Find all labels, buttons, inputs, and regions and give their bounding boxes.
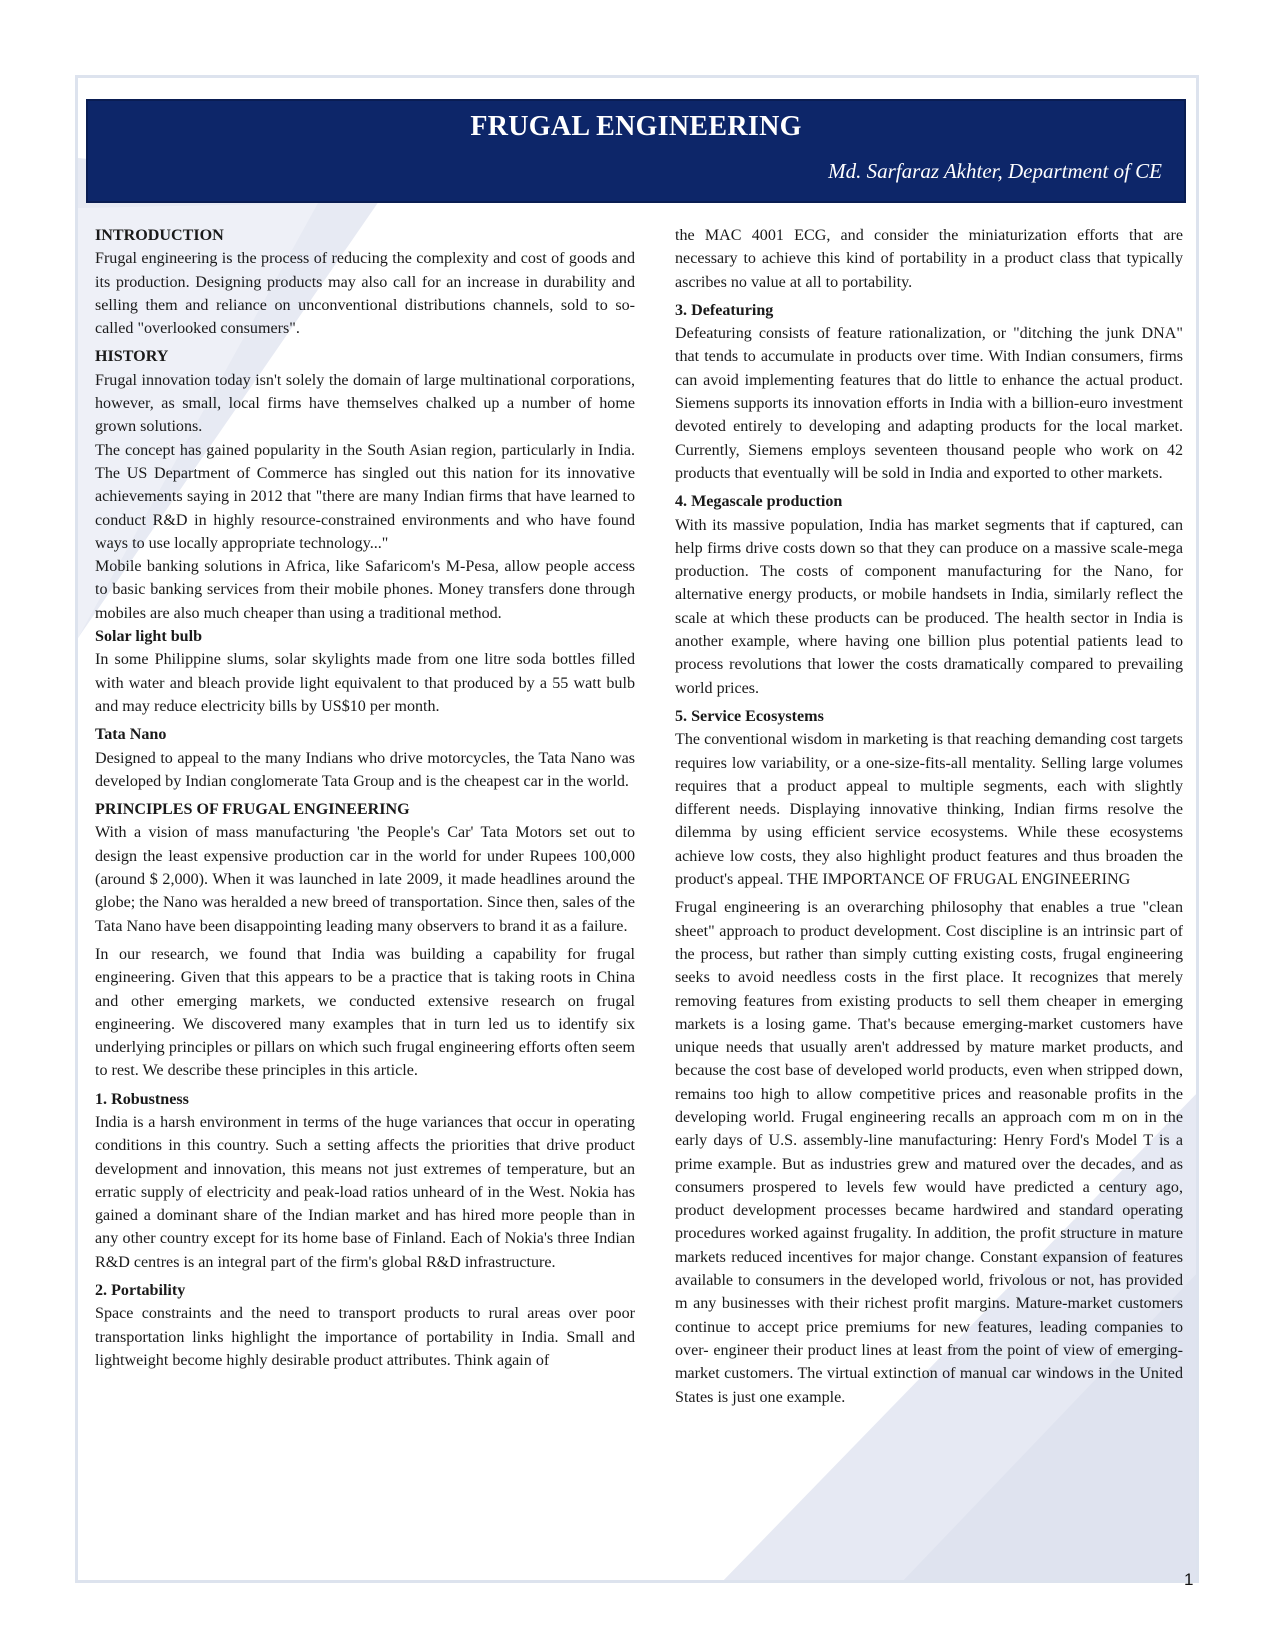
principles-paragraph-2: In our research, we found that India was building a capability for frugal engineering. Given that this appears to be a practice that is taking roots in China and other emerging markets, we conducted extensive research on frugal engineering. We discovered many examples that in turn led us to identify six underlying principles or pillars on which such frugal engineering efforts often seem to rest. We describe these principles in this article.	[95, 945, 635, 1080]
importance-paragraph: Frugal engineering is an overarching philosophy that enables a true "clean sheet" approach to product development. Cost discipline is an intrinsic part of the process, but rather than simply cutting existing costs, frugal engineering seeks to avoid needless costs in the first place. It recognizes that merely removing features from existing products to sell them cheaper in emerging markets is a losing game. That's because emerging-market customers have unique needs that usually aren't addressed by mature market products, and because the cost base of developed world products, even when stripped down, remains too high to allow competitive prices and reasonable profits in the developing world. Frugal engineering recalls an approach com m on in the early days of U.S. assembly-line manufacturing: Henry Ford's Model T is a prime example. But as industries grew and matured over the decades, and as consumers prospered to levels few would have predicted a century ago, product development processes became hardwired and standard operating procedures worked against frugality. In addition, the profit structure in mature markets reduced incentives for major change. Constant expansion of features available to consumers in the developed world, frivolous or not, has provided m any businesses with their richest profit margins. Mature-market customers continue to accept price premiums for new features, leading companies to over- engineer their product lines at least from the point of view of emerging-market customers. The virtual extinction of manual car windows in the United States is just one example.	[675, 899, 1183, 1406]
defeaturing-paragraph: Defeaturing consists of feature rationalization, or "ditching the junk DNA" that tends to accumulate in products over time. With Indian consumers, firms can avoid implementing features that do little to enhance the actual product. Siemens supports its innovation efforts in India with a billion-euro investment devoted entirely to developing and adapting products for the local market. Currently, Siemens employs seventeen thousand people who work on 42 products that eventually will be sold in India and exported to other markets.	[675, 325, 1183, 482]
author-line: Md. Sarfaraz Akhter, Department of CE	[828, 159, 1162, 183]
history-paragraph-2: The concept has gained popularity in the South Asian region, particularly in India. The US Department of Commerce has singled out this nation for its innovative achievements saying in 2012 that "there are many Indian firms that have learned to conduct R&D in highly resource-constrained environments and who have found ways to use locally appropriate technology..."	[95, 441, 635, 552]
service-ecosystems-heading: 5. Service Ecosystems	[675, 707, 824, 725]
title-banner	[86, 99, 1186, 203]
history-paragraph-3: Mobile banking solutions in Africa, like Safaricom's M-Pesa, allow people access to basic banking services from their mobile phones. Money transfers done through mobiles are also much cheaper than using a traditional method.	[95, 558, 635, 622]
portability-heading: 2. Portability	[95, 1282, 186, 1300]
solar-heading: Solar light bulb	[95, 628, 203, 646]
page-number: 1	[1184, 1570, 1194, 1589]
megascale-heading: 4. Megascale production	[675, 493, 843, 511]
robustness-paragraph: India is a harsh environment in terms of the huge variances that occur in operating conditions in this country. Such a setting affects the priorities that drive product development and innovation, this means not just extremes of temperature, but an erratic supply of electricity and peak-load ratios unheard of in the West. Nokia has gained a dominant share of the Indian market and has hired more people than in any other country except for its home base of Finland. Each of Nokia's three Indian R&D centres is an integral part of the firm's global R&D infrastructure.	[95, 1113, 635, 1271]
portability-continued: the MAC 4001 ECG, and consider the miniaturization efforts that are necessary to achieve this kind of portability in a product class that typically ascribes no value at all to portability.	[675, 227, 1183, 291]
defeaturing-heading: 3. Defeaturing	[675, 301, 774, 319]
portability-paragraph: Space constraints and the need to transport products to rural areas over poor transportation links highlight the importance of portability in India. Small and lightweight become highly desirable product attributes. Think again of	[95, 1305, 635, 1369]
introduction-heading: INTRODUCTION	[95, 227, 224, 244]
robustness-heading: 1. Robustness	[95, 1090, 189, 1108]
left-column	[95, 224, 635, 1372]
tata-heading: Tata Nano	[95, 726, 167, 744]
history-heading: HISTORY	[95, 348, 169, 366]
megascale-paragraph: With its massive population, India has market segments that if captured, can help firms drive costs down so that they can produce on a massive scale-mega production. The costs of component manufacturing for the Nano, for alternative energy products, or mobile handsets in India, similarly reflect the scale at which these products can be produced. The health sector in India is another example, where having one billion plus potential patients lead to process revolutions that lower the costs dramatically compared to prevailing world prices.	[675, 516, 1183, 697]
tata-paragraph: Designed to appeal to the many Indians who drive motorcycles, the Tata Nano was developed by Indian conglomerate Tata Group and is the cheapest car in the world.	[95, 749, 635, 790]
solar-paragraph: In some Philippine slums, solar skylights made from one litre soda bottles filled with water and bleach provide light equivalent to that produced by a 55 watt bulb and may reduce electricity bills by US$10 per month.	[95, 651, 635, 715]
right-column	[675, 224, 1183, 1409]
principles-heading: PRINCIPLES OF FRUGAL ENGINEERING	[95, 801, 410, 819]
history-paragraph-1: Frugal innovation today isn't solely the domain of large multinational corporations, however, as small, local firms have themselves chalked up a number of home grown solutions.	[95, 371, 635, 436]
principles-paragraph-1: With a vision of mass manufacturing 'the People's Car' Tata Motors set out to design the least expensive production car in the world for under Rupees 100,000 (around $ 2,000). When it was launched in late 2009, it made headlines around the globe; the Nano was heralded a new breed of transportation. Since then, sales of the Tata Nano have been disappointing leading many observers to brand it as a failure.	[95, 824, 635, 935]
service-ecosystems-paragraph: The conventional wisdom in marketing is that reaching demanding cost targets requires low variability, or a one-size-fits-all mentality. Selling large volumes requires that a product appeal to multiple segments, each with slightly different needs. Displaying innovative thinking, Indian firms resolve the dilemma by using efficient service ecosystems. While these ecosystems achieve low costs, they also highlight product features and thus broaden the product's appeal. THE IMPORTANCE OF FRUGAL ENGINEERING	[675, 731, 1183, 889]
introduction-paragraph: Frugal engineering is the process of reducing the complexity and cost of goods and its production. Designing products may also call for an increase in durability and selling them and reliance on unconventional distributions channels, sold to so-called "overlooked consumers".	[95, 250, 635, 338]
page-title: FRUGAL ENGINEERING	[470, 111, 802, 142]
